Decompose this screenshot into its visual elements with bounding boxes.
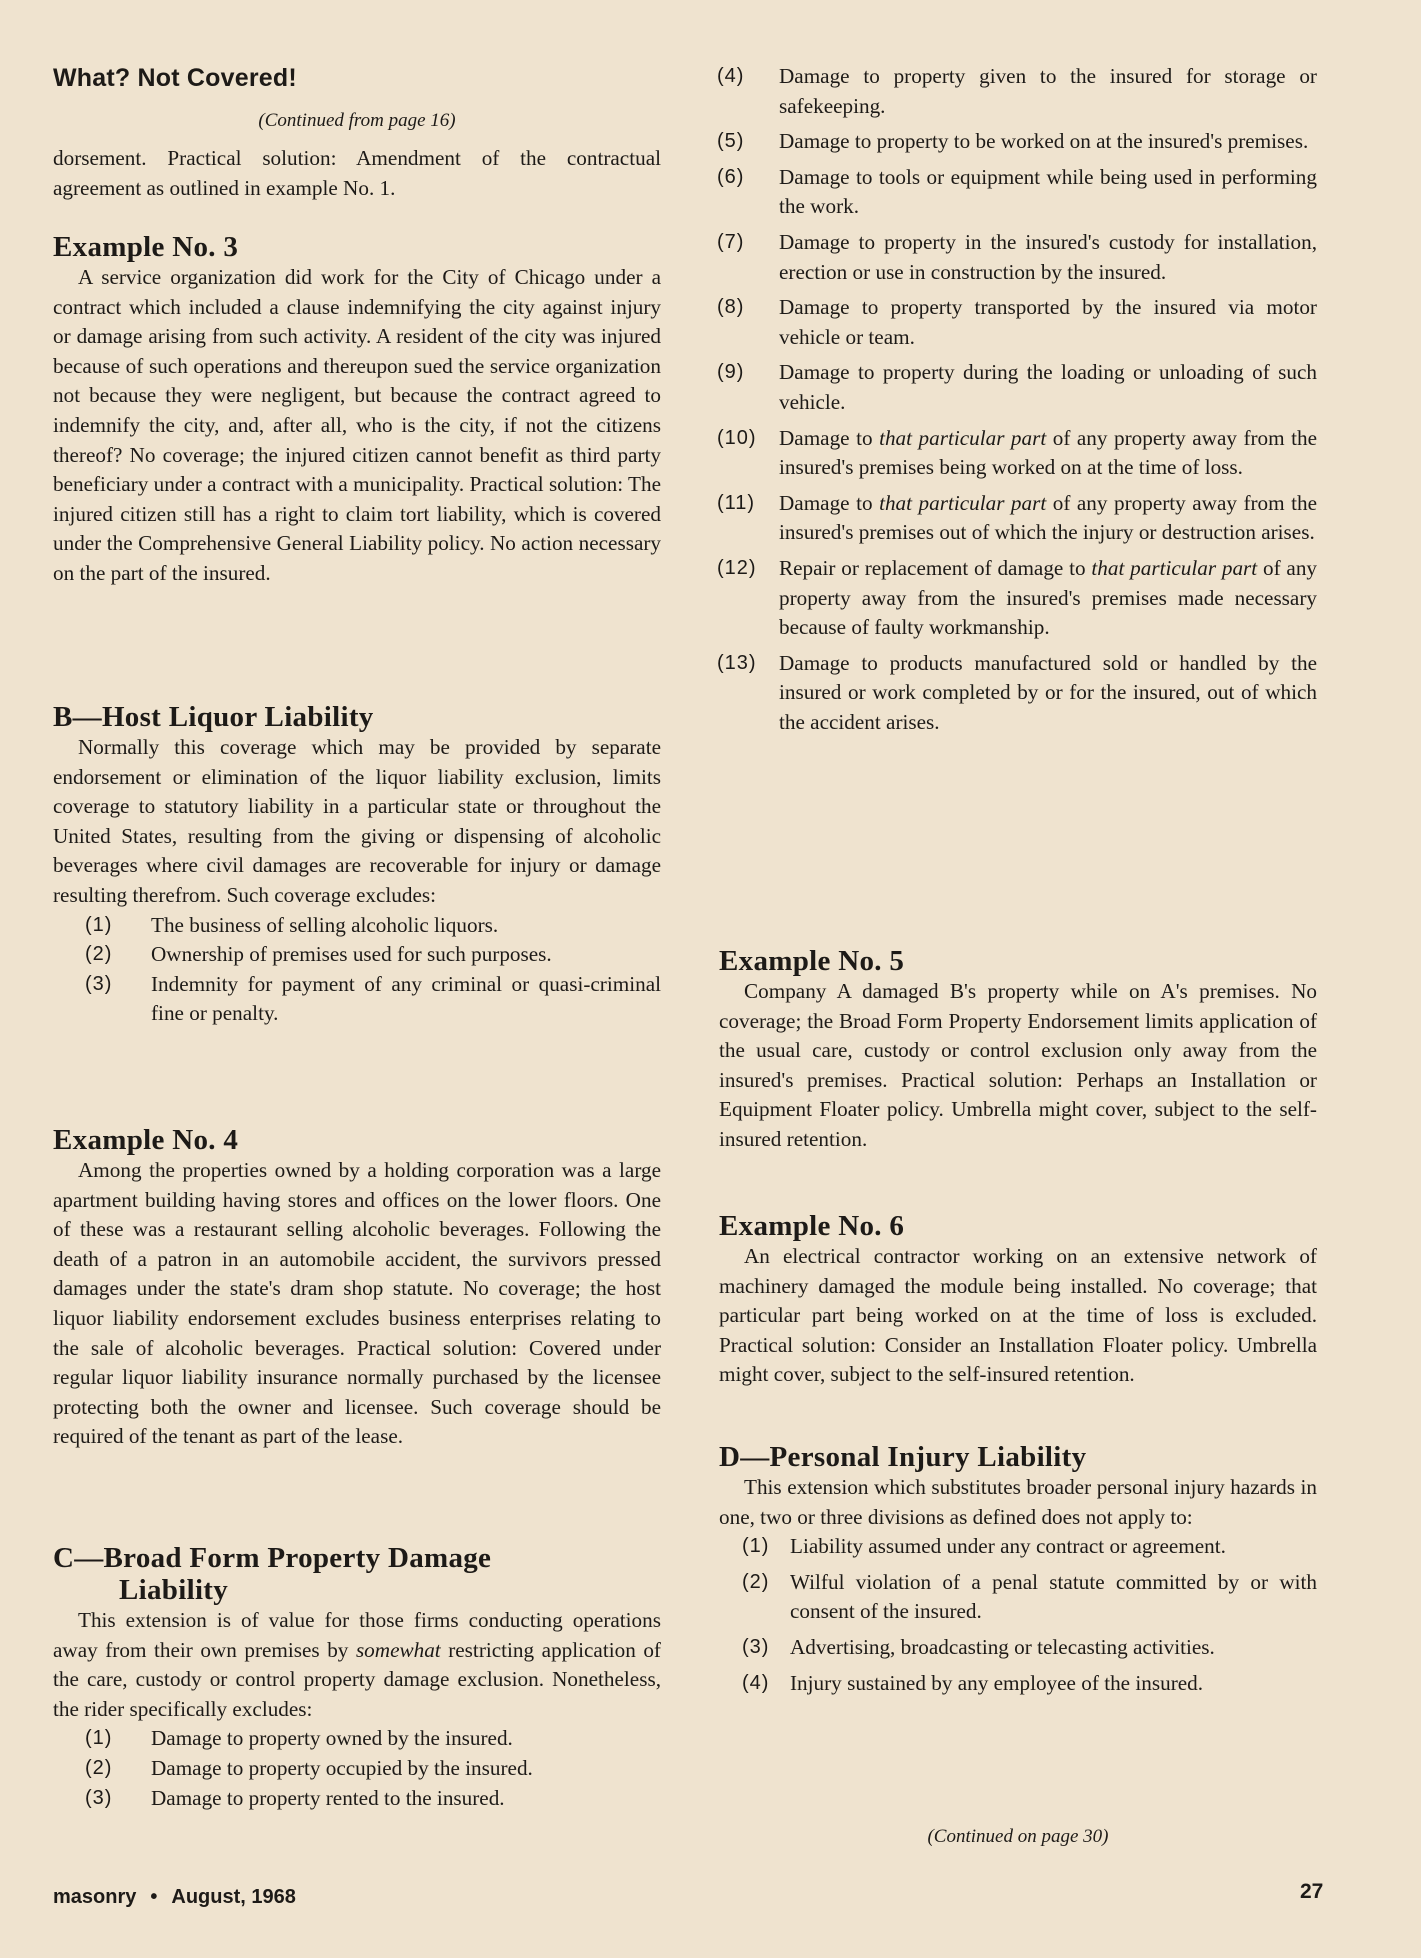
item-number: (3) [742, 1635, 770, 1658]
item-text: Damage to property transported by the insured via motor vehicle or team. [779, 295, 1317, 349]
section-d-text: This extension which substitutes broader personal injury hazards in one, two or three divisions as defined does not apply to: [719, 1475, 1317, 1529]
list-item [719, 293, 1317, 352]
list-item [85, 911, 661, 941]
item-text: Damage to property given to the insured for storage or safekeeping. [779, 64, 1317, 118]
list-item [719, 489, 1317, 548]
item-text-b: of any property away from the insured's premises being worked on at the time of loss. [779, 425, 1317, 480]
list-item [744, 1532, 1317, 1562]
item-text: Damage to property in the insured's custody for installation, erection or use in construction by the insured. [779, 229, 1317, 284]
example-3-heading: Example No. 3 [53, 231, 239, 263]
list-item [85, 940, 661, 970]
example-3-text: A service organization did work for the City of Chicago under a contract which included a clause indemnifying the city against injury or damage arising from such activity. A resident of the city was injured because of such operations and thereupon sued the service organization not because they were negligent, but because the contract agreed to indemnify the city, and, after all, who is the city, if not the citizens thereof? No coverage; the injured citizen cannot benefit as third party beneficiary under a contract with a municipality. Practical solution: The injured citizen still has a right to claim tort liability, which is covered under the Comprehensive General Liability policy. No action necessary on the part of the insured. [53, 265, 661, 585]
list-item [744, 1669, 1317, 1699]
section-d-heading: D—Personal Injury Liability [719, 1441, 1087, 1473]
item-number: (10) [717, 426, 757, 449]
item-text: Damage to products manufactured sold or handled by the insured or work completed by or for the insured, out of which the accident arises. [779, 650, 1317, 734]
example-3 [53, 231, 661, 589]
list-item [85, 1784, 661, 1814]
item-text: Damage to property owned by the insured. [151, 1726, 513, 1751]
item-number: (4) [742, 1671, 770, 1694]
list-item [719, 358, 1317, 417]
item-text-b: of any property away from the insured's premises made necessary because of faulty workmanship. [779, 555, 1318, 640]
section-c [53, 1542, 661, 1813]
page-footer [53, 1886, 296, 1909]
item-text-em: that particular part [879, 490, 1047, 515]
list-item [719, 424, 1317, 483]
list-item [85, 970, 661, 1029]
item-text-a: Damage to [779, 490, 880, 515]
item-text: Damage to property occupied by the insured. [151, 1755, 533, 1780]
list-item [719, 163, 1317, 222]
item-text-a: Damage to [779, 425, 880, 450]
continued-from-note: (Continued from page 16) [258, 110, 456, 131]
item-text: Damage to property during the loading or unloading of such vehicle. [779, 360, 1317, 414]
example-6-text: An electrical contractor working on an extensive network of machinery damaged the module being installed. No coverage; that particular part being worked on at the time of loss is excluded. Practical solution: Consider an Installation Floater policy. Umbrella might cover, subject to the self-insured retention. [719, 1244, 1317, 1387]
item-number: (3) [85, 972, 113, 995]
example-6 [719, 1210, 1317, 1390]
example-5-text: Company A damaged B's property while on A's premises. No coverage; the Broad Form Property Endorsement limits application of the usual care, custody or control exclusion only away from the insured's premises. Practical solution: Perhaps an Installation or Equipment Floater policy. Umbrella might cover, subject to the self-insured retention. [719, 979, 1317, 1151]
item-text: Injury sustained by any employee of the insured. [790, 1670, 1204, 1695]
item-text: Wilful violation of a penal statute committed by or with consent of the insured. [790, 1569, 1317, 1624]
section-c-text-em: somewhat [355, 1637, 441, 1662]
example-5-heading: Example No. 5 [719, 945, 905, 977]
section-b-heading: B—Host Liquor Liability [53, 701, 374, 733]
list-item [744, 1568, 1317, 1627]
example-4-heading: Example No. 4 [53, 1124, 239, 1156]
section-d [719, 1441, 1317, 1698]
list-item [85, 1754, 661, 1784]
item-number: (11) [717, 491, 756, 514]
item-number: (9) [717, 361, 745, 384]
section-c-list-right [719, 62, 1317, 737]
item-number: (1) [742, 1535, 770, 1558]
item-text: Damage to property rented to the insured. [151, 1785, 505, 1810]
issue-date: August, 1968 [171, 1886, 296, 1908]
item-text-em: that particular part [1091, 555, 1258, 580]
item-text: Indemnity for payment of any criminal or quasi-criminal fine or penalty. [151, 971, 661, 1026]
item-number: (2) [742, 1570, 770, 1593]
item-number: (7) [717, 230, 745, 253]
section-c-text [53, 1606, 661, 1724]
continued-on-note: (Continued on page 30) [927, 1826, 1109, 1847]
item-number: (8) [717, 296, 745, 319]
section-c-continued [719, 62, 1317, 737]
example-5 [719, 945, 1317, 1155]
list-item [719, 228, 1317, 287]
list-item [719, 127, 1317, 157]
example-4 [53, 1124, 661, 1452]
section-c-heading-line1: C—Broad Form Property Damage [53, 1542, 492, 1574]
magazine-name: masonry [53, 1886, 137, 1908]
item-number: (13) [717, 651, 757, 674]
item-text: Advertising, broadcasting or telecasting activities. [790, 1634, 1215, 1659]
example-4-text: Among the properties owned by a holding corporation was a large apartment building having stores and offices on the lower floors. One of these was a restaurant selling alcoholic beverages. Following the death of a patron in an automobile accident, the survivors pressed damages under the state's dram shop statute. No coverage; the host liquor liability endorsement excludes business enterprises relating to the sale of alcoholic beverages. Practical solution: Covered under regular liquor liability insurance normally purchased by the licensee protecting both the owner and licensee. Such coverage should be required of the tenant as part of the lease. [53, 1158, 661, 1449]
list-item [719, 649, 1317, 738]
item-text: Ownership of premises used for such purposes. [151, 942, 552, 967]
example-6-heading: Example No. 6 [719, 1210, 905, 1242]
item-text: Damage to tools or equipment while being used in performing the work. [779, 164, 1317, 219]
item-text: Damage to property to be worked on at the insured's premises. [779, 129, 1309, 154]
section-c-text-a: This extension is of value for those firms conducting operations away from their own premises by [53, 1608, 661, 1662]
item-number: (1) [85, 913, 113, 936]
section-c-heading-line2: Liability [119, 1574, 229, 1606]
page-number: 27 [1300, 1880, 1324, 1903]
item-number: (1) [85, 1727, 113, 1750]
item-number: (6) [717, 165, 745, 188]
section-c-list-left [53, 1724, 661, 1813]
item-number: (5) [717, 130, 745, 153]
section-b [53, 701, 661, 1029]
bullet-separator: • [150, 1886, 158, 1908]
item-text-a: Repair or replacement of damage to [779, 555, 1092, 580]
list-item [85, 1724, 661, 1754]
item-number: (12) [717, 556, 757, 579]
item-text: Liability assumed under any contract or agreement. [790, 1534, 1226, 1559]
item-text-em: that particular part [879, 425, 1047, 450]
section-b-list [53, 911, 661, 1029]
item-text: The business of selling alcoholic liquors. [151, 912, 499, 937]
intro-paragraph [53, 144, 661, 203]
item-number: (2) [85, 943, 113, 966]
item-number: (2) [85, 1756, 113, 1779]
list-item [744, 1633, 1317, 1663]
item-number: (3) [85, 1786, 113, 1809]
intro-text: dorsement. Practical solution: Amendment of the contractual agreement as outlined in example No. 1. [53, 146, 661, 200]
list-item [719, 62, 1317, 121]
section-d-list [744, 1532, 1317, 1698]
section-b-text: Normally this coverage which may be provided by separate endorsement or elimination of the liquor liability exclusion, limits coverage to statutory liability in a particular state or throughout the United States, resulting from the giving or dispensing of alcoholic beverages where civil damages are recoverable for injury or damage resulting therefrom. Such coverage excludes: [53, 735, 661, 907]
item-text-b: of any property away from the insured's premises out of which the injury or destruction arises. [779, 490, 1317, 545]
section-c-text-b: restricting application of the care, custody or control property damage exclusion. Nonetheless, the rider specifically excludes: [53, 1637, 661, 1721]
running-head: What? Not Covered! [53, 64, 297, 92]
item-number: (4) [717, 65, 745, 87]
list-item [719, 554, 1317, 643]
